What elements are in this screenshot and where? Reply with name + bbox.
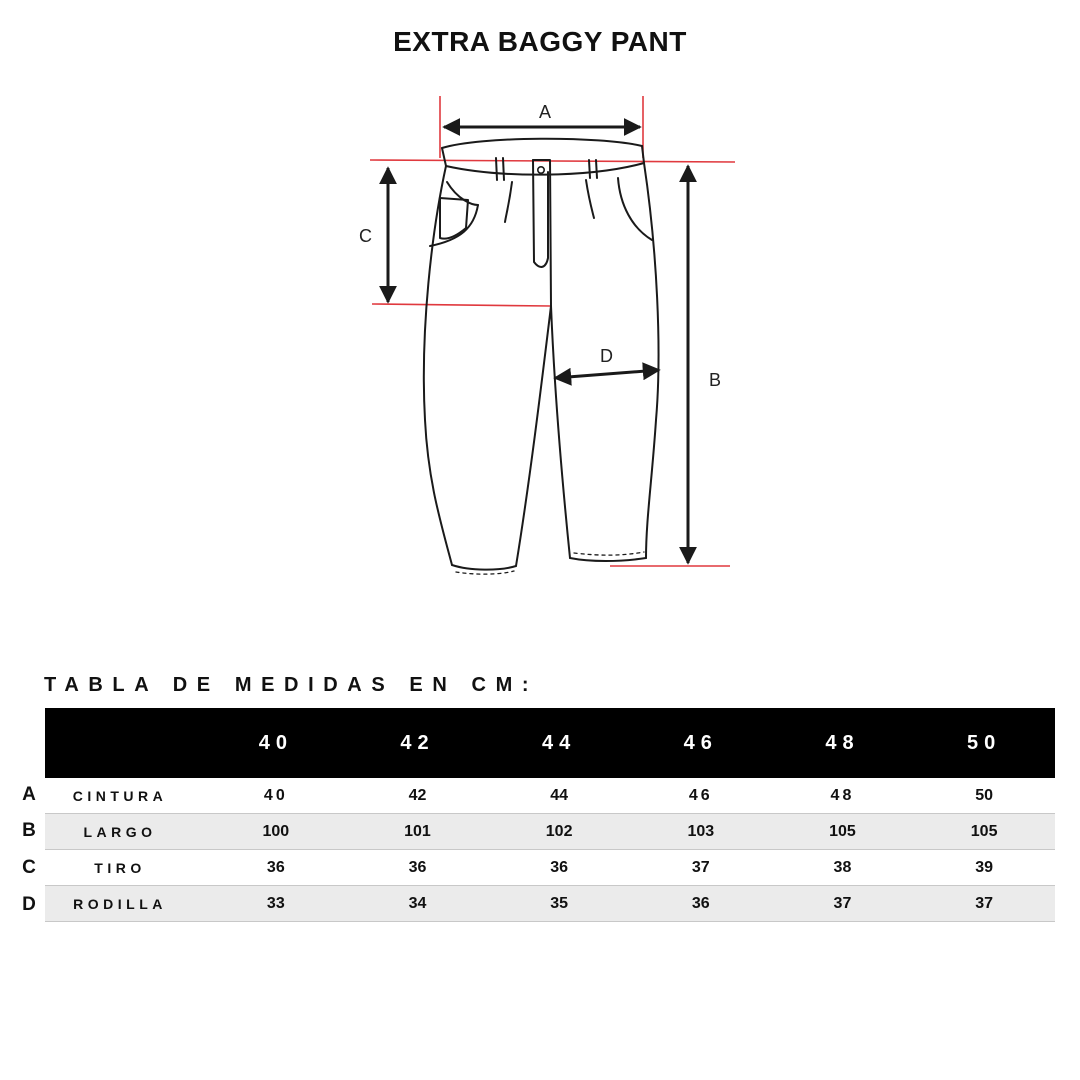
size-header: 46 [630,708,772,778]
table-row [45,778,1055,814]
size-header: 50 [913,708,1055,778]
row-letter-c: C [22,857,36,878]
measure-value: 36 [205,850,347,886]
measure-value: 42 [347,778,489,814]
measure-value: 105 [772,814,914,850]
measure-name: TIRO [45,850,205,886]
measure-value: 105 [913,814,1055,850]
measure-value: 37 [630,850,772,886]
measurement-arrows [388,127,688,563]
measure-value: 36 [347,850,489,886]
pants-outline-icon [424,139,659,574]
size-header: 40 [205,708,347,778]
table-row [45,814,1055,850]
label-c: C [359,226,372,246]
header-corner [45,708,205,778]
measure-value: 34 [347,886,489,922]
measure-value: 101 [347,814,489,850]
measure-value: 50 [913,778,1055,814]
label-b: B [709,370,722,390]
size-header: 42 [347,708,489,778]
measure-value: 46 [630,778,772,814]
table-row [45,850,1055,886]
row-letter-a: A [22,784,36,805]
row-letter-d: D [22,894,36,915]
size-header: 44 [488,708,630,778]
measure-name: RODILLA [45,886,205,922]
measure-value: 100 [205,814,347,850]
measure-value: 102 [488,814,630,850]
arrow-d [555,370,659,378]
measure-value: 103 [630,814,772,850]
size-header: 48 [772,708,914,778]
size-header-row [45,708,1055,778]
measure-name: LARGO [45,814,205,850]
table-row [45,886,1055,922]
row-letter-b: B [22,820,36,841]
measure-value: 40 [205,778,347,814]
measure-value: 37 [913,886,1055,922]
label-d: D [600,346,613,366]
measure-value: 48 [772,778,914,814]
size-table [45,708,1055,922]
measure-value: 36 [488,850,630,886]
size-table-caption: TABLA DE MEDIDAS EN CM: [44,674,539,696]
measure-value: 38 [772,850,914,886]
button-icon [538,167,544,173]
measure-value: 33 [205,886,347,922]
measure-value: 36 [630,886,772,922]
label-a: A [539,102,552,122]
measure-value: 37 [772,886,914,922]
measure-value: 39 [913,850,1055,886]
measure-value: 44 [488,778,630,814]
measure-name: CINTURA [45,778,205,814]
page-title: EXTRA BAGGY PANT [393,26,687,57]
measure-value: 35 [488,886,630,922]
